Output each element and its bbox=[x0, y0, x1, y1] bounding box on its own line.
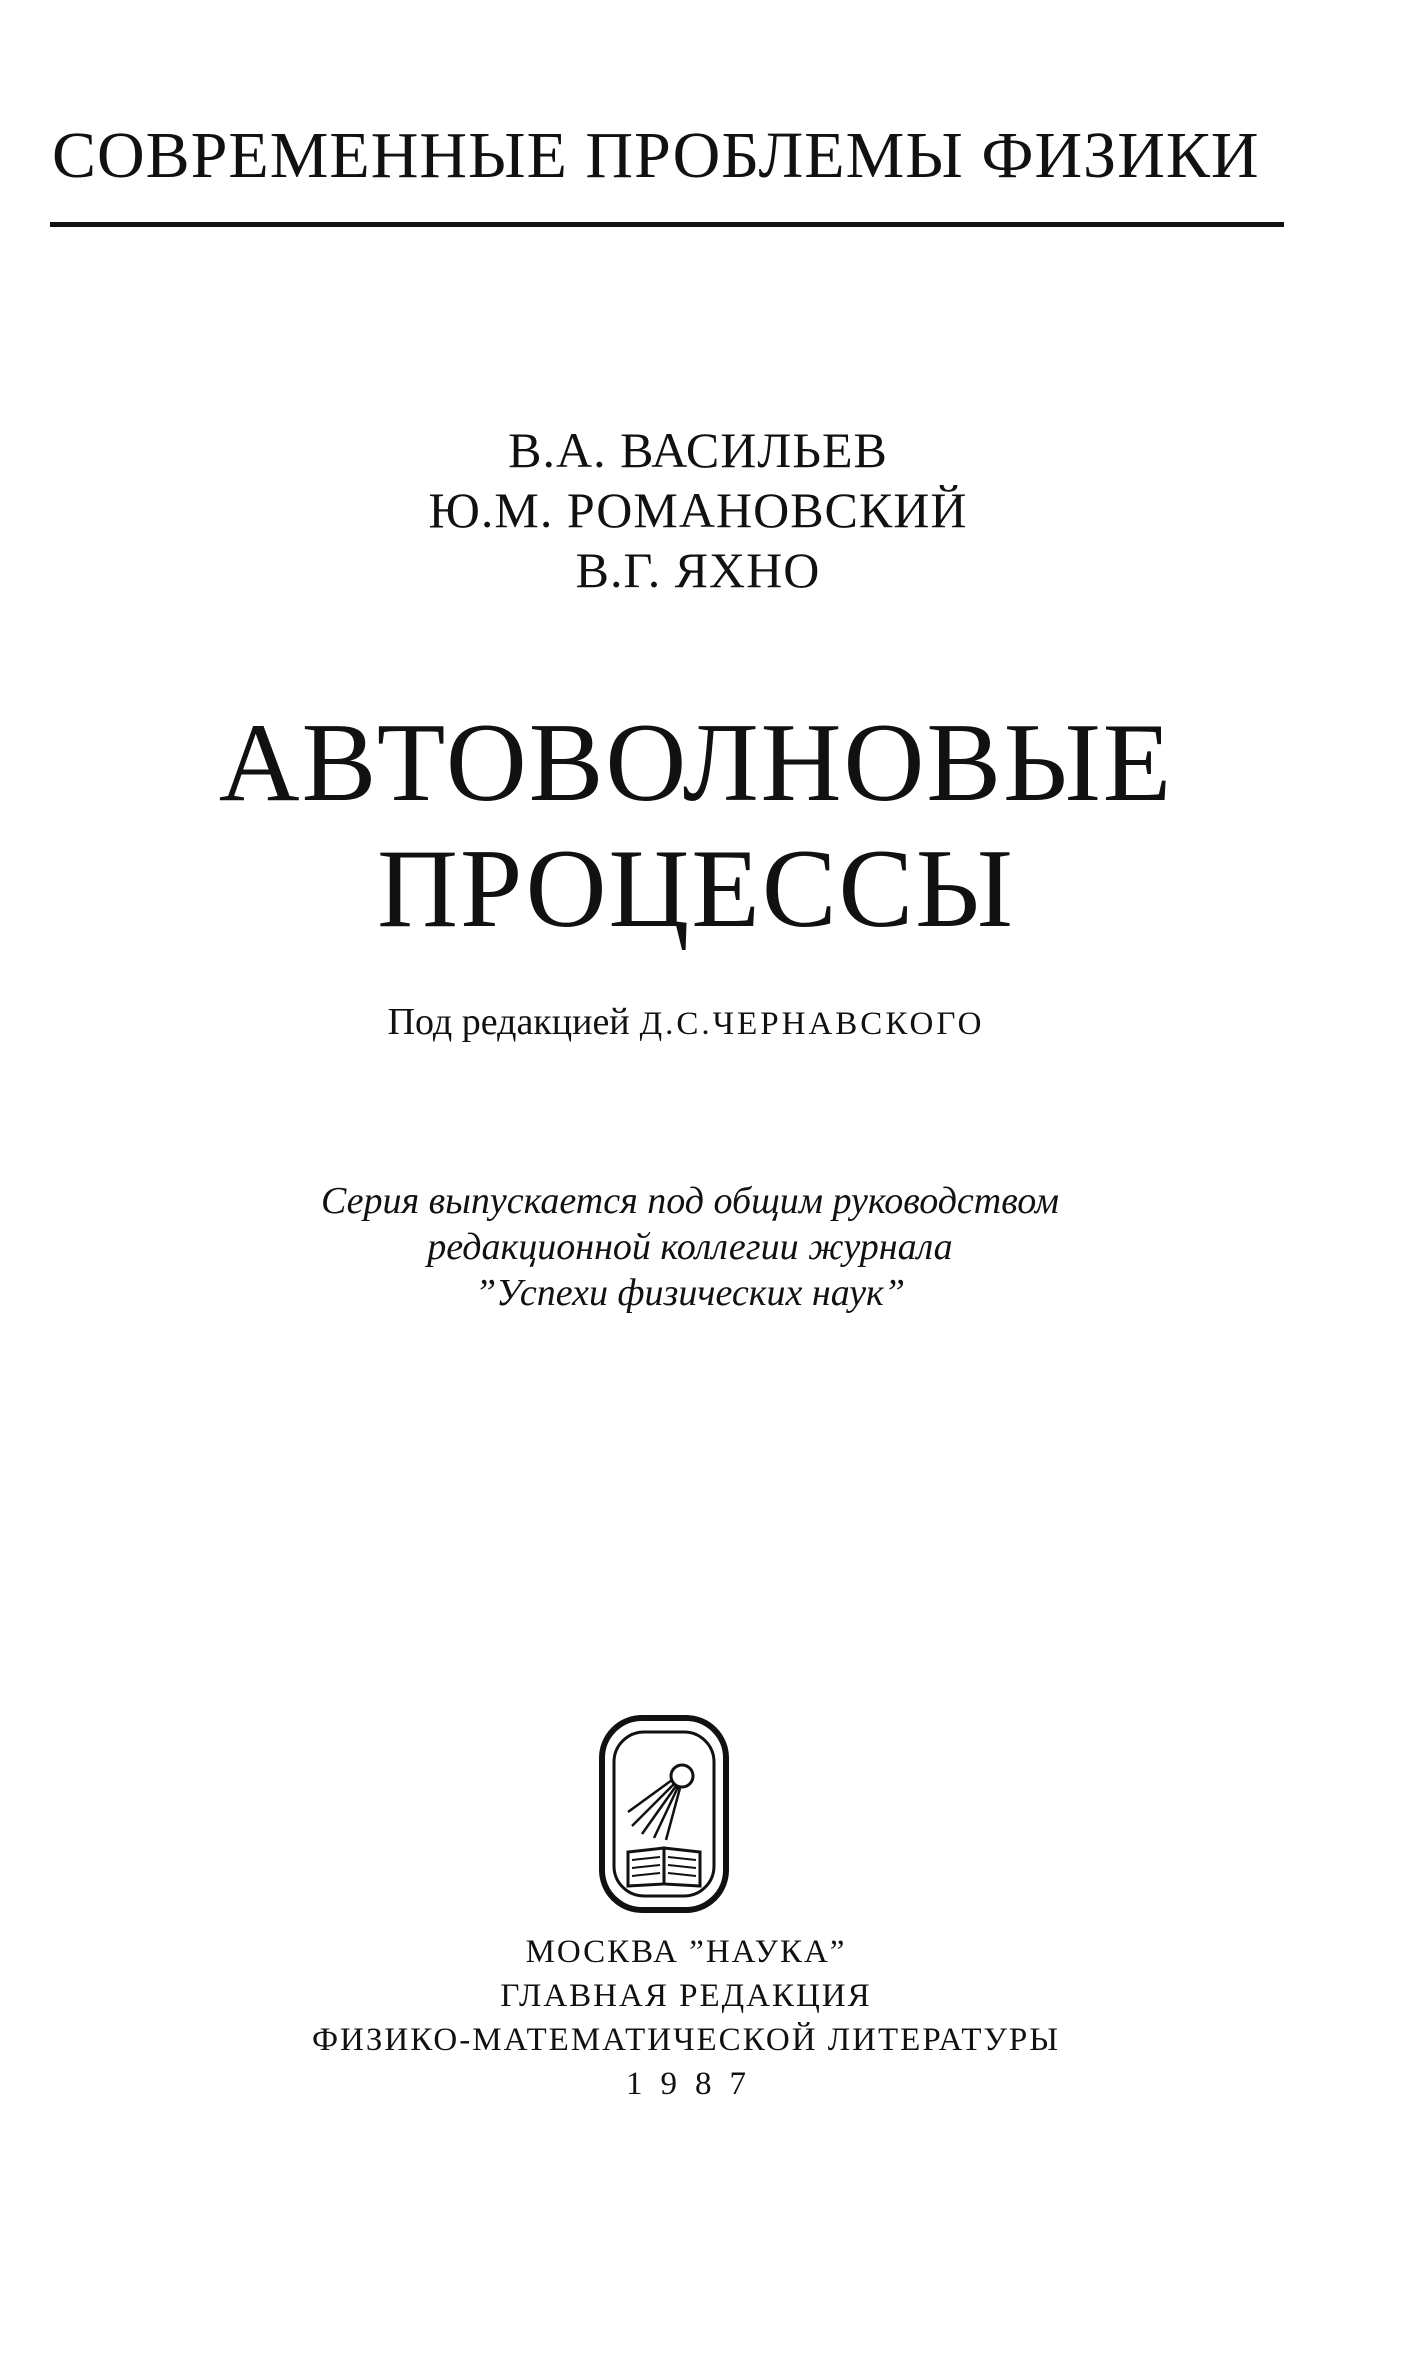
editor-line bbox=[0, 1000, 1392, 1044]
publication-year: 1987 bbox=[626, 2066, 764, 2102]
author-name: Ю.М. РОМАНОВСКИЙ bbox=[428, 482, 968, 538]
publisher-city: МОСКВА ”НАУКА” bbox=[525, 1934, 847, 1970]
book-title-line: ПРОЦЕССЫ bbox=[377, 827, 1015, 951]
editor-name: Д.С.ЧЕРНАВСКОГО bbox=[639, 1006, 985, 1042]
publisher-emblem-icon bbox=[598, 1714, 730, 1914]
editor-prefix: Под редакцией bbox=[387, 1001, 630, 1043]
series-divider bbox=[50, 222, 1284, 227]
book-title-line: АВТОВОЛНОВЫЕ bbox=[218, 701, 1174, 825]
author-name: В.Г. ЯХНО bbox=[575, 542, 821, 598]
publisher-division: ФИЗИКО-МАТЕМАТИЧЕСКОЙ ЛИТЕРАТУРЫ bbox=[311, 2022, 1061, 2058]
authors-block bbox=[0, 420, 1404, 600]
series-note-line: ”Успехи физических наук” bbox=[475, 1272, 905, 1314]
series-title: СОВРЕМЕННЫЕ ПРОБЛЕМЫ ФИЗИКИ bbox=[52, 119, 1260, 192]
book-title bbox=[0, 700, 1402, 952]
publisher-block bbox=[0, 1930, 1392, 2106]
publisher-office: ГЛАВНАЯ РЕДАКЦИЯ bbox=[500, 1978, 872, 2014]
series-note bbox=[0, 1178, 1396, 1316]
author-name: В.А. ВАСИЛЬЕВ bbox=[508, 422, 888, 478]
series-note-line: редакционной коллегии журнала bbox=[427, 1226, 953, 1268]
series-note-line: Серия выпускается под общим руководством bbox=[320, 1180, 1060, 1222]
